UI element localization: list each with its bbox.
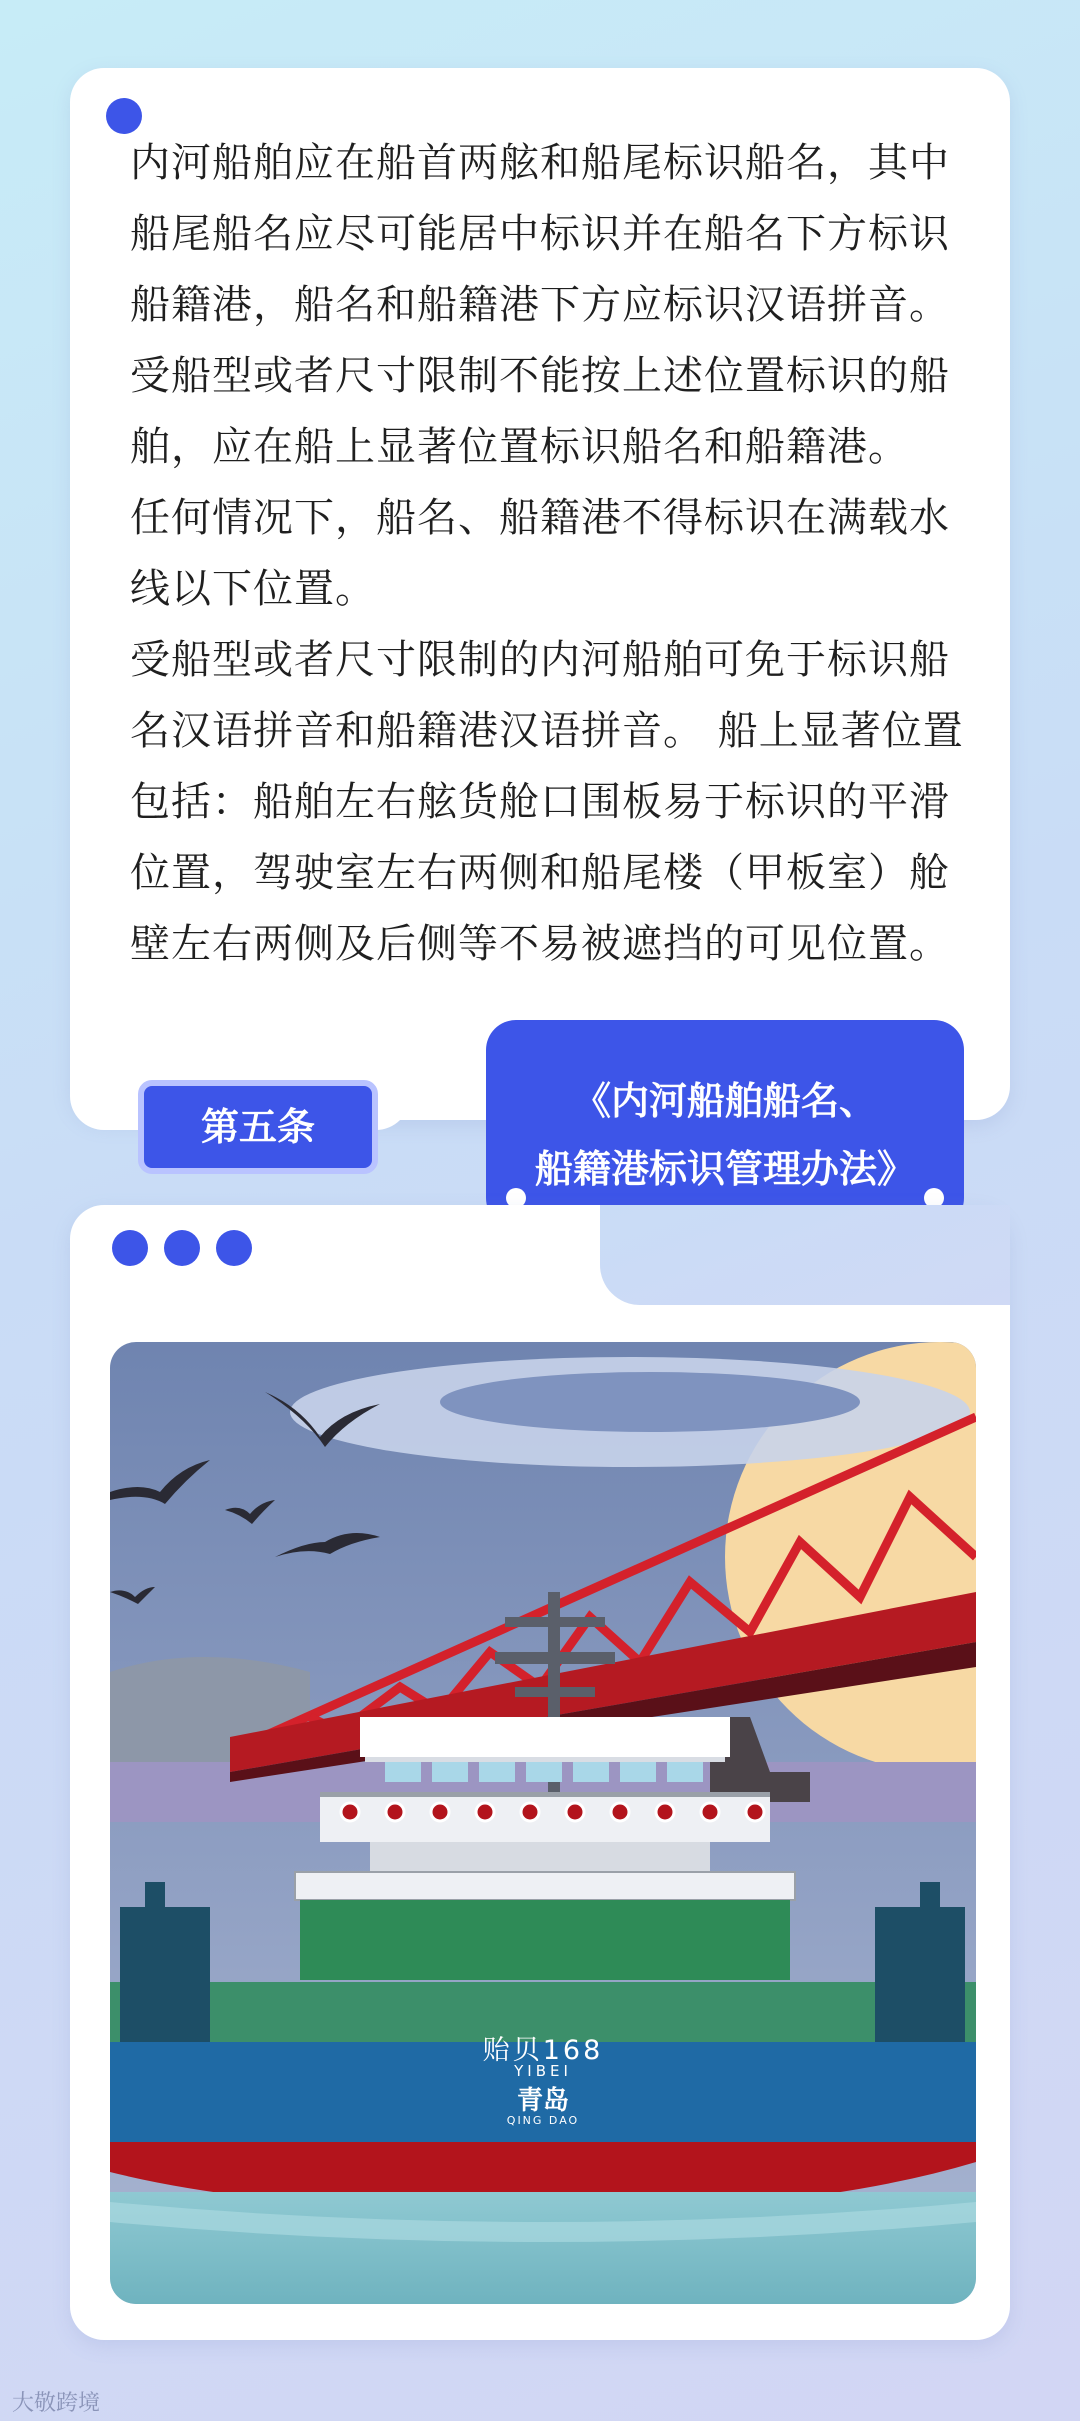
article-paragraph-4: 受船型或者尺寸限制的内河船舶可免于标识船名汉语拼音和船籍港汉语拼音。 船上显著位置包括：船舶左右舷货舱口围板易于标识的平滑位置，驾驶室左右两侧和船尾楼（甲板室）舱壁左右两侧及后侧等不易被遮挡的可见位置。 <box>130 637 964 967</box>
article-paragraph-3: 任何情况下，船名、船籍港不得标识在满载水线以下位置。 <box>130 495 950 612</box>
card-notch <box>600 1205 1010 1305</box>
ship-scene-svg <box>110 1342 976 2304</box>
article-text <box>130 128 970 980</box>
ship-port: 青岛 <box>516 2086 569 2116</box>
window-dot-icon <box>216 1230 252 1266</box>
regulation-title-line2: 船籍港标识管理办法》 <box>534 1147 915 1191</box>
watermark: 大敬跨境 <box>12 2391 101 2416</box>
article-card <box>70 68 1010 1120</box>
ship-port-pinyin: QING DAO <box>506 2114 580 2127</box>
window-dot-icon <box>164 1230 200 1266</box>
window-dot-icon <box>112 1230 148 1266</box>
ship-illustration <box>110 1342 976 2304</box>
regulation-title-line1: 《内河船舶船名、 <box>572 1079 877 1123</box>
article-paragraph-2: 受船型或者尺寸限制不能按上述位置标识的船舶，应在船上显著位置标识船名和船籍港。 <box>130 353 950 470</box>
article-paragraph-1: 内河船舶应在船首两舷和船尾标识船名，其中船尾船名应尽可能居中标识并在船名下方标识船籍港，船名和船籍港下方应标识汉语拼音。 <box>130 140 950 328</box>
regulation-title-badge <box>486 1020 964 1228</box>
article-number-badge: 第五条 <box>138 1080 378 1174</box>
ship-name-pinyin: YIBEI <box>514 2062 572 2080</box>
ship-name: 贻贝168 <box>482 2035 604 2066</box>
